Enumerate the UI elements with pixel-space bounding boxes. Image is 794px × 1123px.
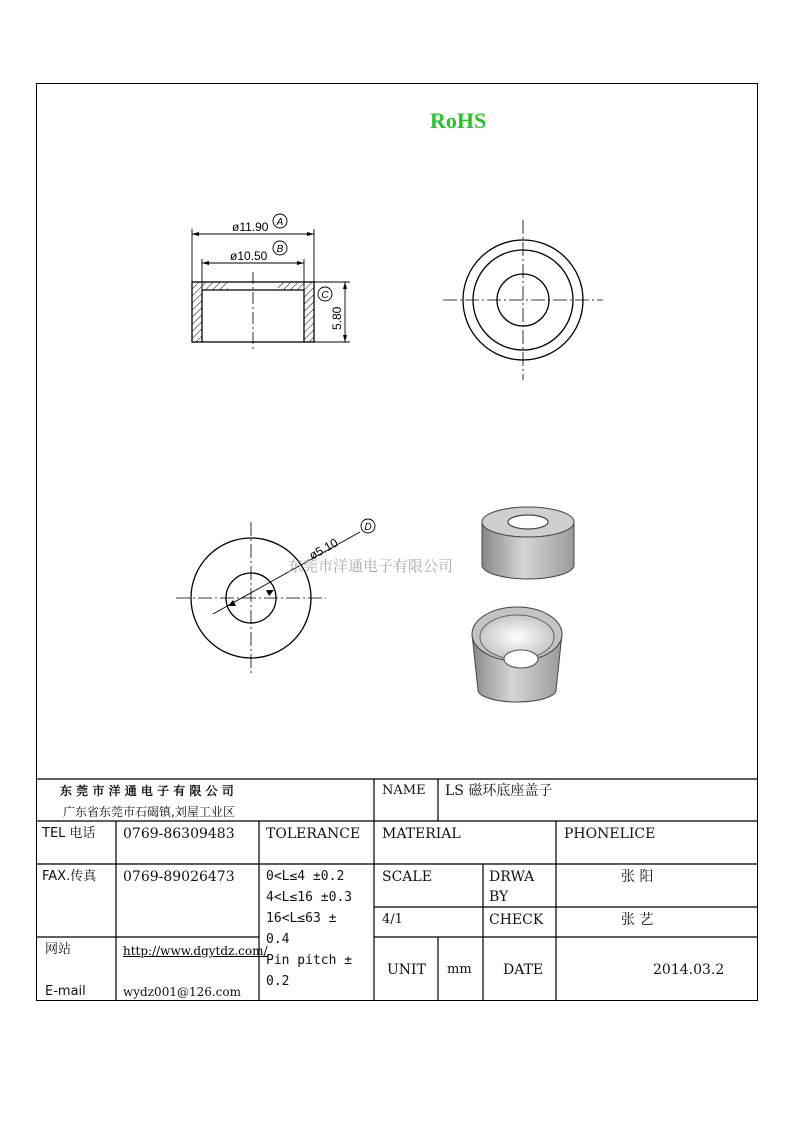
- company-name: 东 莞 市 洋 通 电 子 有 限 公 司: [60, 784, 234, 798]
- tel-value: 0769-86309483: [123, 826, 235, 842]
- email-value: wydz001@126.com: [123, 985, 242, 999]
- render-bottom-view: [472, 607, 562, 702]
- email-label: E-mail: [45, 984, 86, 999]
- date-label: DATE: [503, 962, 544, 978]
- top-view: [443, 220, 603, 380]
- check-value: 张 艺: [621, 912, 654, 928]
- dim-a-value: ø11.90: [232, 220, 269, 234]
- fax-value: 0769-89026473: [123, 869, 235, 885]
- dim-c-value: 5.80: [330, 306, 344, 330]
- material-label: MATERIAL: [382, 826, 461, 842]
- web-label: 网站: [45, 942, 72, 957]
- bottom-view: [176, 519, 375, 674]
- name-label: NAME: [382, 783, 426, 798]
- drawn-by-label-2: BY: [489, 889, 509, 905]
- side-section-view: [192, 214, 350, 352]
- unit-value: mm: [447, 962, 472, 977]
- company-address: 广东省东莞市石碣镇,刘屋工业区: [63, 805, 235, 819]
- check-label: CHECK: [489, 912, 544, 928]
- tolerance-line-1: 0<L≤4 ±0.2: [266, 869, 345, 884]
- drawn-by-value: 张 阳: [621, 869, 654, 885]
- tolerance-line-5: Pin pitch ±: [266, 953, 353, 968]
- dim-b-value: ø10.50: [230, 249, 268, 263]
- tolerance-label: TOLERANCE: [266, 826, 361, 842]
- rohs-mark: RoHS: [430, 108, 487, 133]
- dim-c-tag: C: [321, 290, 329, 301]
- dim-d-tag: D: [364, 522, 372, 533]
- phonelice-label: PHONELICE: [564, 826, 656, 842]
- dim-a-tag: A: [276, 217, 284, 228]
- unit-label: UNIT: [387, 962, 426, 978]
- website-link[interactable]: http://www.dgytdz.com/: [123, 944, 268, 958]
- tolerance-line-4: 0.4: [266, 932, 290, 947]
- scale-label: SCALE: [382, 869, 432, 885]
- part-name: LS 磁环底座盖子: [445, 783, 553, 799]
- drawn-by-label-1: DRWA: [489, 869, 535, 885]
- watermark: 东莞市洋通电子有限公司: [288, 557, 454, 575]
- tolerance-line-6: 0.2: [266, 974, 290, 989]
- dim-d-value: ø5.10: [306, 535, 341, 563]
- fax-label: FAX.传真: [42, 869, 97, 884]
- dim-b-tag: B: [276, 244, 284, 255]
- render-top-view: [482, 507, 574, 579]
- tolerance-line-2: 4<L≤16 ±0.3: [266, 890, 353, 905]
- scale-value: 4/1: [382, 912, 403, 927]
- tel-label: TEL 电话: [42, 826, 96, 841]
- date-value: 2014.03.2: [653, 962, 725, 978]
- tolerance-line-3: 16<L≤63 ±: [266, 911, 337, 926]
